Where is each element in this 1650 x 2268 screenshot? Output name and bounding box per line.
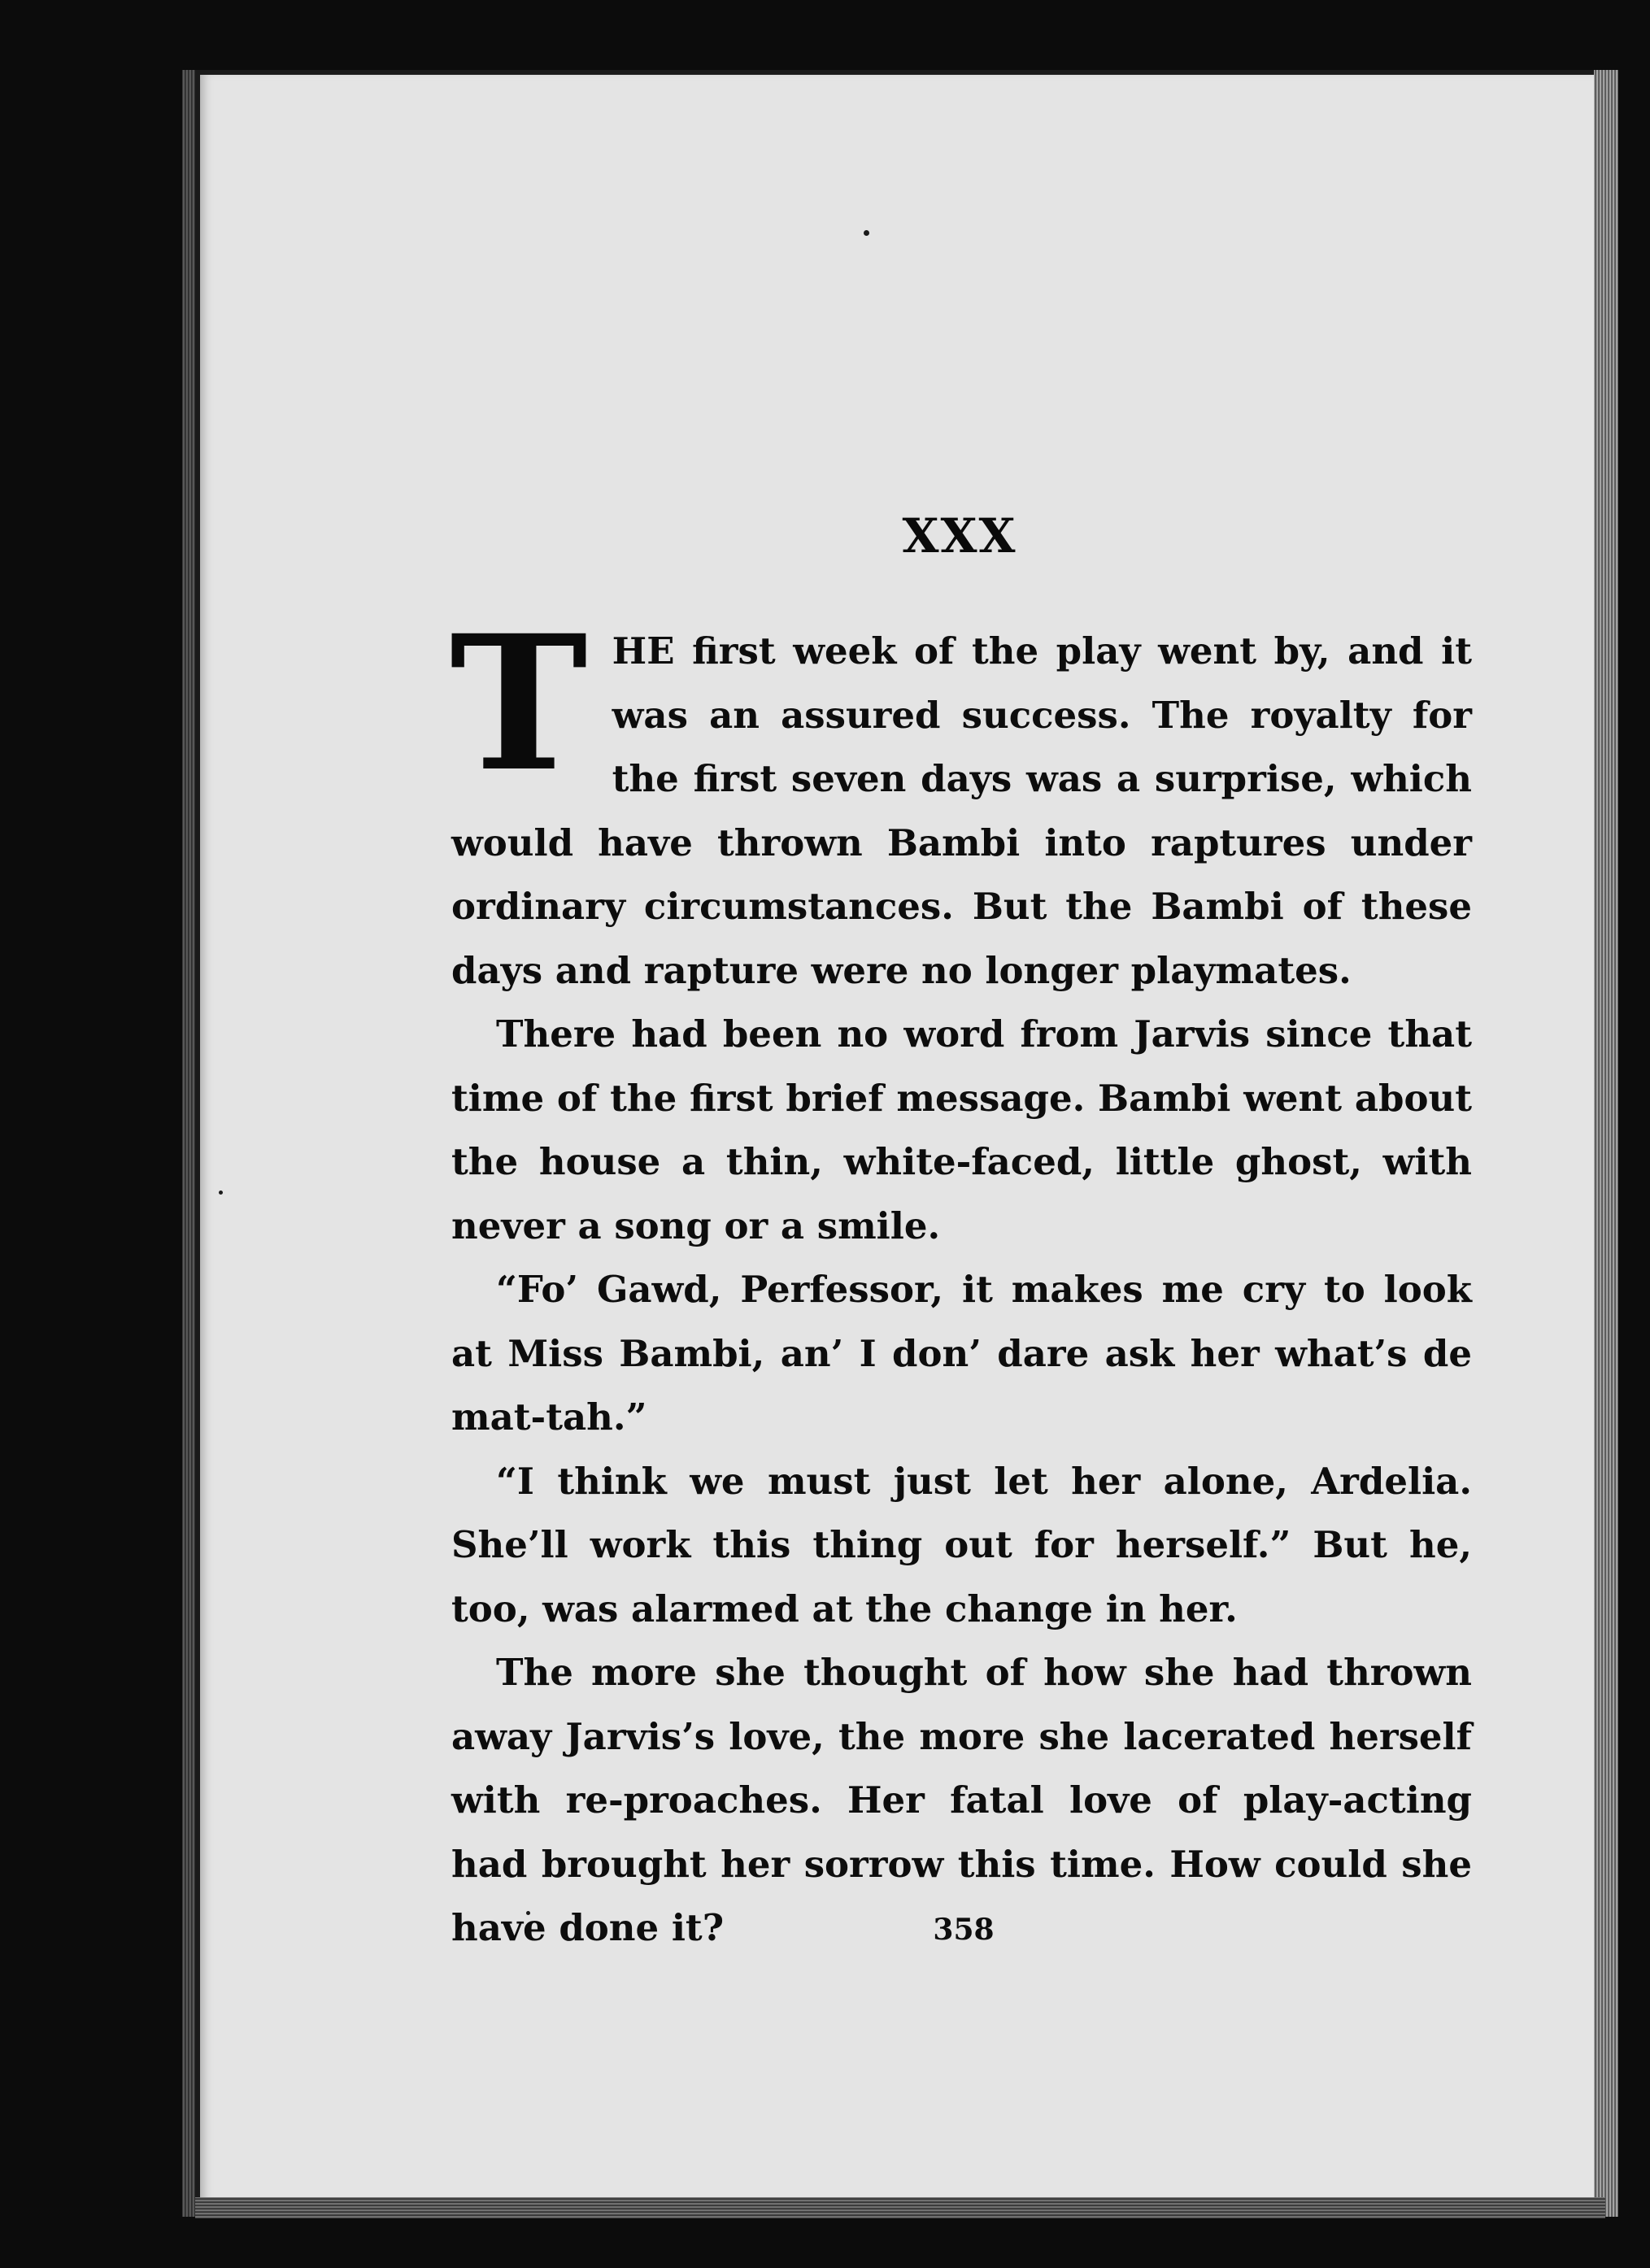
- paragraph-1: [450, 594, 1472, 1003]
- page-edge-bottom: [195, 2197, 1605, 2218]
- scan-speck: [864, 230, 869, 236]
- drop-cap: T: [450, 594, 588, 812]
- paragraph-2: There had been no word from Jarvis since that time of the first brief message. Bambi went about the house a thin, white-faced, little ghost, with never a song or a smile.: [451, 1012, 1472, 1247]
- paragraph-4: “I think we must just let her alone, Ardelia. She’ll work this thing out for herself.” But he, too, was alarmed at the change in her.: [451, 1459, 1472, 1630]
- page-number: 358: [933, 1913, 995, 1947]
- page-edge-right: [1594, 70, 1618, 2217]
- paragraph-1-text: HE first week of the play went by, and it was an assured success. The royalty for the first seven days was a surprise, which would have thrown Bambi into raptures under ordinary circumstances. But the Bambi of these days and rapture were no longer playmates.: [451, 629, 1472, 992]
- paragraph-3: “Fo’ Gawd, Perfessor, it makes me cry to look at Miss Bambi, an’ I don’ dare ask her what’s de mat-tah.”: [451, 1268, 1472, 1439]
- chapter-heading: XXX: [902, 508, 1017, 564]
- body-text: [450, 594, 1472, 1961]
- paragraph-5: The more she thought of how she had thrown away Jarvis’s love, the more she lacerated herself with re-proaches. Her fatal love of play-acting had brought her sorrow this time. How could she have done it?: [451, 1651, 1472, 1949]
- scan-speck: [219, 1191, 223, 1195]
